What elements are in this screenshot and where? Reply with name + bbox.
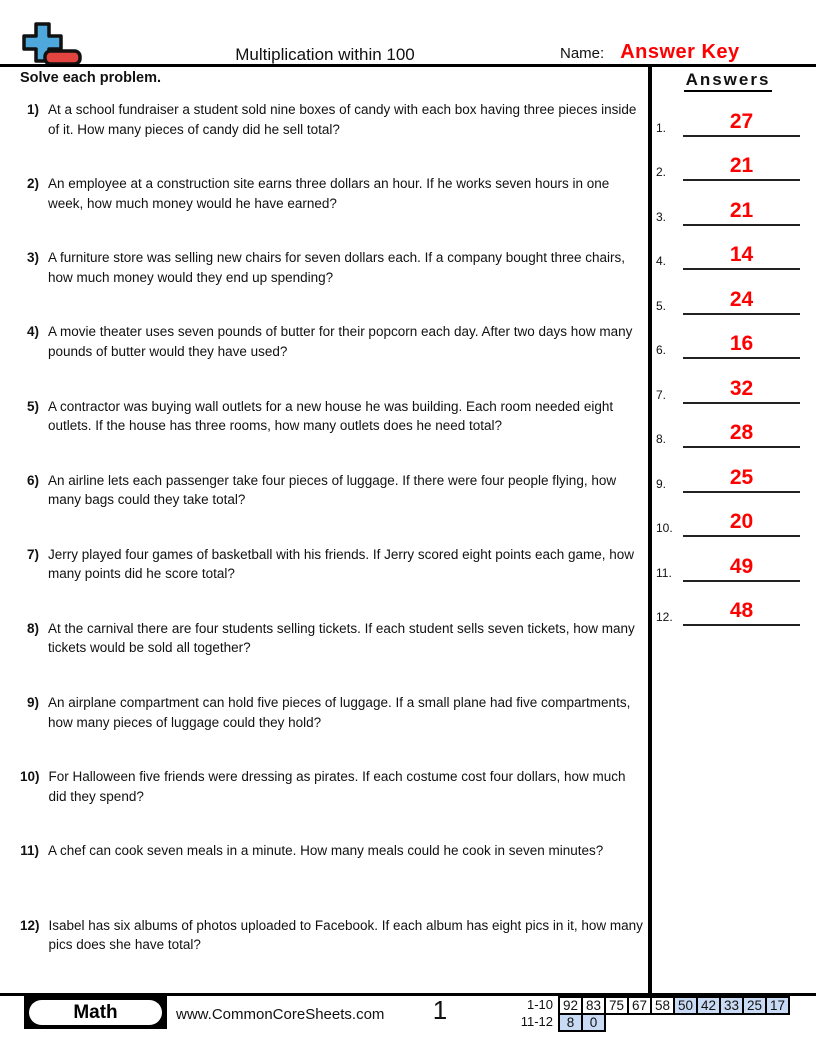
question-item xyxy=(20,615,646,689)
answers-heading: Answers xyxy=(656,70,800,90)
page-number: 1 xyxy=(432,995,448,1025)
question-text: Isabel has six albums of photos uploaded to Facebook. If each album has eight pics in it, how many pics does she have total? xyxy=(48,917,643,953)
answer-number: 4. xyxy=(656,254,667,268)
website-url: www.CommonCoreSheets.com xyxy=(176,1006,385,1023)
worksheet-title: Multiplication within 100 xyxy=(235,45,415,64)
answer-value: 27 xyxy=(729,109,754,133)
answer-value: 24 xyxy=(729,287,754,311)
answer-number: 7. xyxy=(656,387,667,402)
instructions-text: Solve each problem. xyxy=(20,70,162,86)
answer-value: 20 xyxy=(729,510,754,533)
question-number: 8) xyxy=(26,620,39,636)
score-cell: 75 xyxy=(604,996,629,1015)
answer-value: 25 xyxy=(729,465,754,489)
score-cell: 83 xyxy=(581,996,606,1015)
question-item xyxy=(20,837,646,911)
answers-panel xyxy=(656,70,800,626)
question-text: A contractor was buying wall outlets for a new house he was building. Each room needed eight outlets. If the house has three rooms, how many outlets does he need total? xyxy=(48,398,614,434)
answer-blank-line xyxy=(683,378,800,404)
score-cell: 0 xyxy=(581,1013,606,1032)
score-cell: 67 xyxy=(627,996,652,1015)
answer-value: 28 xyxy=(729,421,754,444)
answer-number: 12. xyxy=(656,610,673,624)
question-number: 3) xyxy=(26,250,39,266)
answer-blank-line xyxy=(683,155,800,181)
answer-number: 9. xyxy=(656,476,667,491)
answer-number: 11. xyxy=(656,565,672,580)
question-item xyxy=(20,170,646,244)
answer-number: 5. xyxy=(656,298,667,313)
question-item xyxy=(20,467,646,541)
question-item xyxy=(20,244,646,318)
answer-blank-line xyxy=(683,111,800,137)
answer-blank-line xyxy=(683,333,800,359)
question-item xyxy=(20,318,646,392)
answer-row xyxy=(656,448,800,493)
question-text: An airline lets each passenger take four pieces of luggage. If there were four people flying, how many bags could they take total? xyxy=(48,472,617,508)
answer-number: 3. xyxy=(656,209,667,224)
score-cell: 58 xyxy=(650,996,675,1015)
question-item xyxy=(20,393,646,467)
question-number: 11) xyxy=(20,843,39,859)
answer-blank-line xyxy=(683,422,800,448)
answer-row xyxy=(656,270,800,315)
question-number: 12) xyxy=(20,917,40,933)
question-text: A furniture store was selling new chairs for seven dollars each. If a company bought three chairs, how much money would they end up spending? xyxy=(48,250,626,285)
name-label: Name: xyxy=(560,45,605,62)
question-text: For Halloween five friends were dressing as pirates. If each costume cost four dollars, how much did they spend? xyxy=(48,769,626,804)
question-number: 2) xyxy=(26,176,39,192)
answer-row xyxy=(656,92,800,137)
question-item xyxy=(20,96,646,170)
answers-list xyxy=(656,92,800,626)
answer-row xyxy=(656,493,800,538)
answer-value: 49 xyxy=(729,554,754,578)
question-text: At the carnival there are four students selling tickets. If each student sells seven tickets, how many tickets would be sold all together? xyxy=(48,620,635,656)
question-number: 4) xyxy=(26,324,39,340)
answer-row xyxy=(656,181,800,226)
answer-row xyxy=(656,359,800,404)
answer-row xyxy=(656,404,800,449)
question-text: An airplane compartment can hold five pieces of luggage. If a small plane had five compartments, how many pieces of luggage could they hold? xyxy=(48,695,631,730)
answers-column-divider xyxy=(648,64,652,994)
question-number: 7) xyxy=(26,546,39,562)
answer-blank-line xyxy=(683,556,800,582)
answer-value: 21 xyxy=(729,154,754,177)
question-number: 6) xyxy=(26,472,39,488)
question-text: An employee at a construction site earns three dollars an hour. If he works seven hours in one week, how much money would he have earned? xyxy=(48,176,610,211)
header-divider-line xyxy=(0,64,816,67)
answer-row xyxy=(656,315,800,360)
question-number: 5) xyxy=(26,398,39,414)
answer-row xyxy=(656,537,800,582)
question-item xyxy=(20,763,646,837)
answer-blank-line xyxy=(683,600,800,626)
score-row-label: 11-12 xyxy=(520,1014,553,1029)
question-item xyxy=(20,541,646,615)
answer-row xyxy=(656,582,800,627)
answer-key-text: Answer Key xyxy=(620,41,740,63)
answer-blank-line xyxy=(683,511,800,537)
score-cell: 25 xyxy=(742,996,767,1015)
question-number: 1) xyxy=(26,102,39,117)
score-cell: 33 xyxy=(719,996,744,1015)
question-text: A chef can cook seven meals in a minute. How many meals could he cook in seven minutes? xyxy=(48,843,604,859)
answer-blank-line xyxy=(683,200,800,226)
score-cell: 50 xyxy=(673,996,698,1015)
question-item xyxy=(20,912,646,986)
answer-row xyxy=(656,226,800,271)
answer-value: 14 xyxy=(729,243,754,266)
question-list xyxy=(20,96,646,986)
score-cell: 42 xyxy=(696,996,721,1015)
name-row xyxy=(560,41,740,64)
score-row-label: 1-10 xyxy=(526,997,553,1012)
answer-blank-line xyxy=(683,244,800,270)
answer-row xyxy=(656,137,800,182)
score-cell: 17 xyxy=(765,996,790,1015)
answer-blank-line xyxy=(683,289,800,315)
answer-number: 8. xyxy=(656,432,667,446)
answer-number: 10. xyxy=(656,521,673,535)
answer-number: 2. xyxy=(656,165,667,179)
score-cells xyxy=(558,1013,606,1032)
answer-value: 48 xyxy=(729,599,754,622)
answer-value: 21 xyxy=(729,198,754,222)
answer-number: 6. xyxy=(656,343,667,357)
answer-number: 1. xyxy=(656,120,667,135)
question-text: A movie theater uses seven pounds of butter for their popcorn each day. After two days how many pounds of butter would they have used? xyxy=(48,324,633,359)
question-number: 9) xyxy=(26,695,39,711)
score-cell: 92 xyxy=(558,996,583,1015)
score-table xyxy=(470,996,790,1032)
score-row-11-12 xyxy=(470,1013,790,1032)
question-text: Jerry played four games of basketball with his friends. If Jerry scored eight points each game, how many points did he score total? xyxy=(48,546,635,582)
answer-blank-line xyxy=(683,467,800,493)
answer-value: 16 xyxy=(729,332,754,355)
score-cell: 8 xyxy=(558,1013,583,1032)
subject-badge-label: Math xyxy=(29,1000,162,1025)
question-number: 10) xyxy=(20,769,40,785)
answer-value: 32 xyxy=(729,376,754,400)
question-text: At a school fundraiser a student sold nine boxes of candy with each box having three pieces inside of it. How many pieces of candy did he sell total? xyxy=(48,102,637,137)
question-item xyxy=(20,689,646,763)
subject-badge xyxy=(24,996,167,1029)
